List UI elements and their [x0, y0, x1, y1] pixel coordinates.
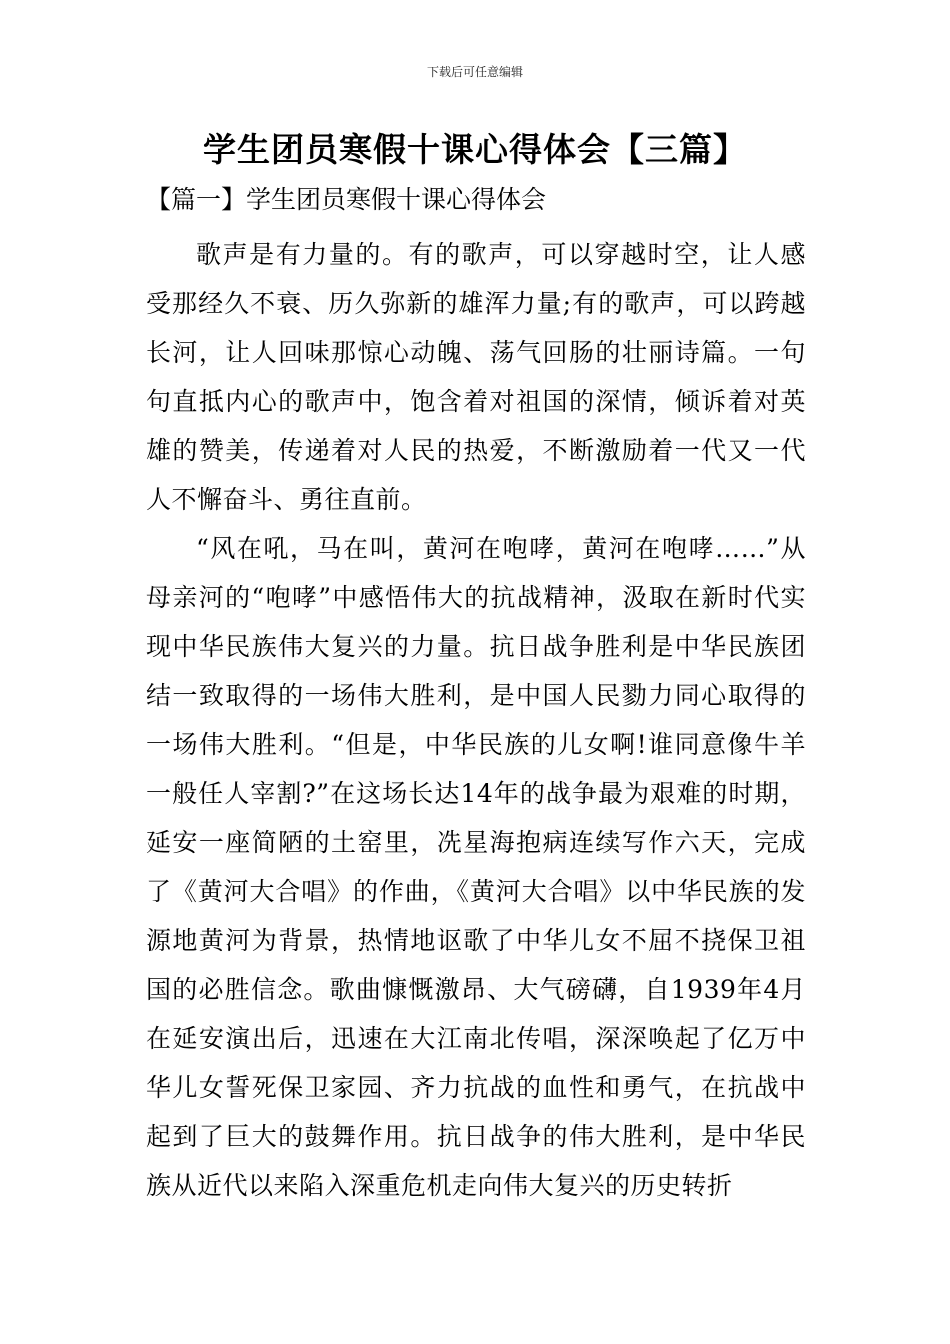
- document-title: 学生团员寒假十课心得体会【三篇】: [203, 130, 747, 169]
- paragraph-1: 歌声是有力量的。有的歌声，可以穿越时空，让人感受那经久不衰、历久弥新的雄浑力量;有的歌声，可以跨越长河，让人回味那惊心动魄、荡气回肠的壮丽诗篇。一句句直抵内心的歌声中，饱含着对祖国的深情，倾诉着对英雄的赞美，传递着对人民的热爱，不断激励着一代又一代人不懈奋斗、勇往直前。: [146, 240, 806, 514]
- document-body: [146, 230, 806, 1210]
- header-note: 下载后可任意编辑: [426, 65, 523, 79]
- section-heading: 【篇一】学生团员寒假十课心得体会: [146, 185, 547, 214]
- paragraph-2: “风在吼，马在叫，黄河在咆哮，黄河在咆哮……”从母亲河的“咆哮”中感悟伟大的抗战精神，汲取在新时代实现中华民族伟大复兴的力量。抗日战争胜利是中华民族团结一致取得的一场伟大胜利，是中国人民勠力同心取得的一场伟大胜利。“但是，中华民族的儿女啊!谁同意像牛羊一般任人宰割?”在这场长达14年的战争最为艰难的时期，延安一座简陋的土窑里，冼星海抱病连续写作六天，完成了《黄河大合唱》的作曲，《黄河大合唱》以中华民族的发源地黄河为背景，热情地讴歌了中华儿女不屈不挠保卫祖国的必胜信念。歌曲慷慨激昂、大气磅礴，自1939年4月在延安演出后，迅速在大江南北传唱，深深唤起了亿万中华儿女誓死保卫家园、齐力抗战的血性和勇气，在抗战中起到了巨大的鼓舞作用。抗日战争的伟大胜利，是中华民族从近代以来陷入深重危机走向伟大复兴的历史转折: [146, 534, 806, 1200]
